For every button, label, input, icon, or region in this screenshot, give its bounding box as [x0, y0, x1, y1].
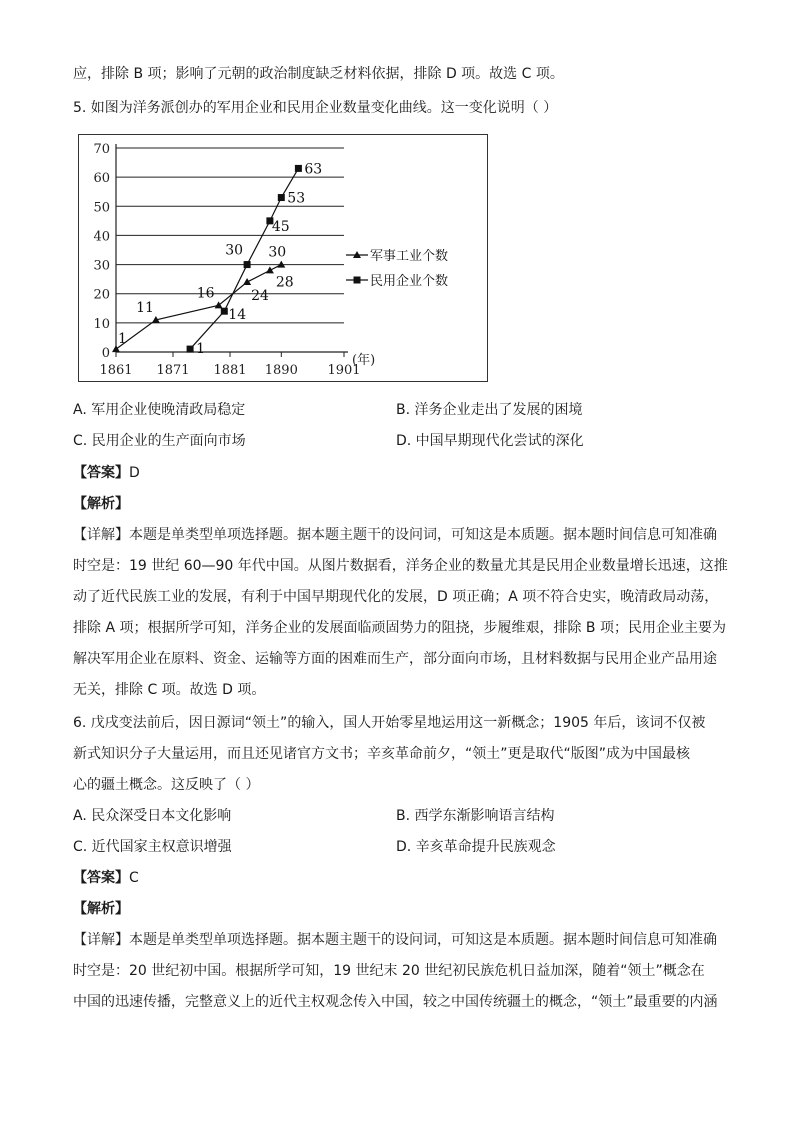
q5-option-c[interactable]: C. 民用企业的生产面向市场 [73, 433, 246, 449]
q6-answer-label: 【答案】 [73, 870, 129, 886]
q6-option-b[interactable]: B. 西学东渐影响语言结构 [396, 808, 555, 824]
chart-legend [346, 248, 448, 289]
q6-option-d[interactable]: D. 辛亥革命提升民族观念 [396, 839, 556, 855]
y-tick-label: 60 [93, 171, 110, 187]
q6-option-c[interactable]: C. 近代国家主权意识增强 [73, 839, 232, 855]
q6-detail-line: 【详解】本题是单类型单项选择题。据本题主题干的设问词，可知这是本质题。据本题时间信息可知准确 [73, 932, 717, 948]
data-label: 30 [225, 242, 244, 259]
q6-detail-line: 中国的迅速传播，完整意义上的近代主权观念传入中国，较之中国传统疆土的概念，“领土”最重要的内涵 [73, 994, 718, 1010]
q5-detail-line: 排除 A 项；根据所学可知，洋务企业的发展面临顽固势力的阻挠，步履维艰，排除 B 项；民用企业主要为 [73, 620, 726, 636]
y-tick-label: 30 [93, 258, 110, 274]
q5-answer [73, 463, 723, 483]
chart-x-axis-label: (年) [352, 353, 376, 368]
q6-stem-line: 心的疆土概念。这反映了（ ） [73, 777, 260, 793]
data-label: 14 [228, 307, 247, 324]
y-tick-label: 20 [93, 287, 110, 303]
square-marker [221, 308, 228, 315]
q5-detail-line: 解决军用企业在原料、资金、运输等方面的困难而生产，部分面向市场，且材料数据与民用企业产品用途 [73, 651, 717, 667]
q5-answer-label: 【答案】 [73, 465, 129, 481]
y-tick-label: 40 [93, 229, 110, 245]
q5-analysis-label: 【解析】 [73, 496, 129, 512]
data-label: 24 [251, 288, 269, 305]
square-marker [278, 194, 285, 201]
q6-detail-line: 时空是：20 世纪初中国。根据所学可知，19 世纪末 20 世纪初民族危机日益加深，随着“领土”概念在 [73, 963, 705, 979]
data-label: 45 [271, 218, 290, 235]
y-tick-label: 10 [93, 316, 110, 332]
q5-detail-line: 时空是：19 世纪 60—90 年代中国。从图片数据看，洋务企业的数量尤其是民用企业数量增长迅速，这推 [73, 558, 728, 574]
legend-label: 军事工业个数 [370, 249, 449, 264]
triangle-marker [243, 278, 251, 285]
q6-answer-value: C [129, 870, 139, 886]
q5-detail-line: 【详解】本题是单类型单项选择题。据本题主题干的设问词，可知这是本质题。据本题时间信息可知准确 [73, 527, 717, 543]
x-tick-label: 1901 [327, 363, 361, 378]
q6-answer [73, 868, 723, 888]
q6-stem-line: 新式知识分子大量运用，而且还见诸官方文书；辛亥革命前夕，“领土”更是取代“版图”成为中国最核 [73, 746, 691, 762]
legend-square-marker [354, 277, 361, 284]
q5-detail-line: 无关，排除 C 项。故选 D 项。 [73, 682, 266, 698]
q5-stem: 5. 如图为洋务派创办的军用企业和民用企业数量变化曲线。这一变化说明（ ） [73, 100, 558, 116]
x-tick-label: 1871 [156, 363, 190, 378]
q5-option-b[interactable]: B. 洋务企业走出了发展的困境 [396, 402, 583, 418]
chart-point-labels [118, 161, 322, 357]
enterprise-count-chart [78, 134, 488, 382]
x-tick-label: 1890 [264, 363, 298, 378]
q5-option-d[interactable]: D. 中国早期现代化尝试的深化 [396, 433, 584, 449]
x-tick-label: 1861 [99, 363, 133, 378]
data-label: 1 [196, 341, 206, 358]
data-label: 63 [304, 161, 323, 178]
y-tick-label: 50 [93, 200, 110, 216]
q6-option-a[interactable]: A. 民众深受日本文化影响 [73, 808, 232, 824]
y-tick-label: 0 [101, 346, 110, 361]
q6-stem-line: 6. 戊戌变法前后，因日源词“领土”的输入，国人开始零星地运用这一新概念；1905 年后，该词不仅被 [73, 715, 706, 731]
data-label: 16 [196, 285, 215, 302]
square-marker [295, 165, 302, 172]
y-tick-label: 70 [93, 142, 110, 157]
data-label: 30 [268, 244, 287, 261]
q5-answer-value: D [129, 465, 140, 481]
data-label: 11 [136, 299, 154, 316]
data-label: 53 [287, 190, 306, 207]
data-label: 28 [275, 274, 294, 291]
intro-line: 应，排除 B 项；影响了元朝的政治制度缺乏材料依据，排除 D 项。故选 C 项。 [73, 66, 564, 82]
legend-label: 民用企业个数 [370, 274, 449, 289]
square-marker [187, 346, 194, 353]
x-tick-label: 1881 [213, 363, 247, 378]
q6-analysis-label: 【解析】 [73, 901, 129, 917]
square-marker [244, 261, 251, 268]
q5-detail-line: 动了近代民族工业的发展，有利于中国早期现代化的发展，D 项正确；A 项不符合史实，晚清政局动荡， [73, 589, 719, 605]
triangle-marker [277, 261, 285, 268]
q5-option-a[interactable]: A. 军用企业使晚清政局稳定 [73, 402, 246, 418]
data-label: 1 [118, 331, 127, 348]
triangle-marker [266, 266, 274, 273]
